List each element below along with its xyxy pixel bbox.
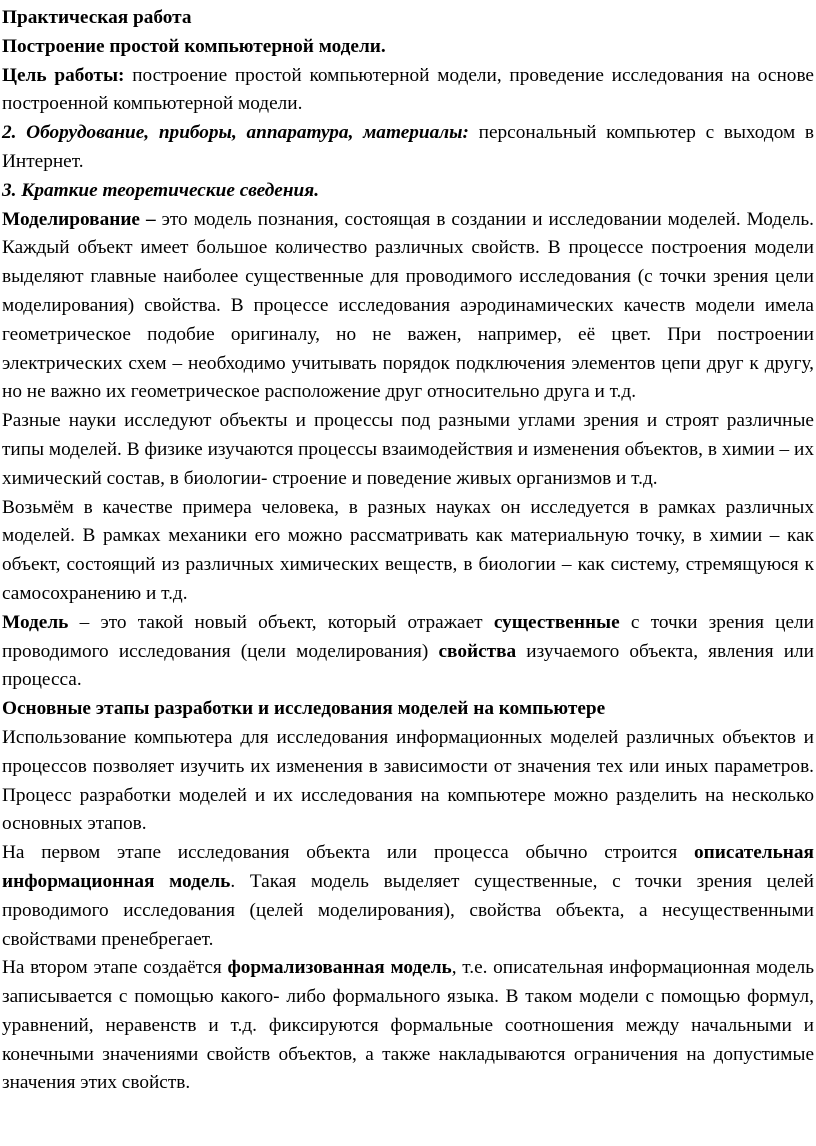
model-bold-properties: свойства [438,640,517,662]
stage1-text-2: . Такая модель выделяет существенные, с точки зрения целей проводимого исследования (целей моделирования), свойства объекта, а несущественными свойствами пренебрегает. [2,870,814,950]
equipment-paragraph [2,119,814,177]
human-example-paragraph: Возьмём в качестве примера человека, в разных науках он исследуется в рамках различных моделей. В рамках механики его можно рассматривать как материальную точку, в химии – как объект, состоящий из различных химических веществ, в биологии – как систему, стремящуюся к самосохранению и т.д. [2,496,814,604]
doc-title-2: Построение простой компьютерной модели. [2,35,386,57]
model-label: Модель [2,611,69,633]
stage2-text-1: На втором этапе создаётся [2,957,228,979]
equipment-text: персональный компьютер с выходом в Интернет. [2,122,814,172]
modeling-text: это модель познания, состоящая в создании и исследовании моделей. Модель. Каждый объект имеет большое количество различных свойств. В процессе построения модели выделяют главные наиболее существенные для проводимого исследования (с точки зрения цели моделирования) свойства. В процессе исследования аэродинамических качеств модели имела геометрическое подобие оригиналу, но не важен, например, её цвет. При построении электрических схем – необходимо учитывать порядок подключения элементов цепи друг к другу, но не важно их геометрическое расположение друг относительно друга и т.д. [2,208,814,403]
stage1-paragraph [2,839,814,954]
goal-text: построение простой компьютерной модели, проведение исследования на основе построенной компьютерной модели. [2,64,814,115]
goal-paragraph [2,62,814,120]
goal-label: Цель работы: [2,64,125,86]
model-text-1: – это такой новый объект, который отражает [68,611,494,633]
theory-heading: 3. Краткие теоретические сведения. [2,179,320,201]
model-bold-essential: существенные [493,611,620,633]
stage2-paragraph [2,954,814,1098]
stages-heading: Основные этапы разработки и исследования моделей на компьютере [2,698,606,720]
computer-use-paragraph: Использование компьютера для исследования информационных моделей различных объектов и процессов позволяет изучить их изменения в зависимости от значения тех или иных параметров. Процесс разработки моделей и их исследования на компьютере можно разделить на несколько основных этапов. [2,726,814,835]
stage2-text-2: , т.е. описательная информационная модель записывается с помощью какого- либо формального языка. В таком модели с помощью формул, уравнений, неравенств и т.д. фиксируются формальные соотношения между начальными и конечными значениями свойств объектов, а также накладываются ограничения на допустимые значения этих свойств. [2,957,814,1094]
model-text-2: с точки зрения цели проводимого исследования (цели моделирования) [2,611,814,662]
stage2-bold: формализованная модель [227,957,452,979]
model-definition-paragraph [2,609,814,695]
sciences-paragraph: Разные науки исследуют объекты и процессы под разными углами зрения и строят различные типы моделей. В физике изучаются процессы взаимодействия и изменения объектов, в химии – их химический состав, в биологии- строение и поведение живых организмов и т.д. [2,410,814,489]
stage1-bold: описательная информационная модель [2,842,814,892]
doc-title-1: Практическая работа [2,7,192,28]
stage1-text-1: На первом этапе исследования объекта или процесса обычно строится [2,842,694,864]
model-text-3: изучаемого объекта, явления или процесса. [2,640,814,691]
modeling-label: Моделирование – [2,208,156,230]
equipment-label: 2. Оборудование, приборы, аппаратура, материалы: [2,122,469,144]
modeling-paragraph [2,206,814,408]
